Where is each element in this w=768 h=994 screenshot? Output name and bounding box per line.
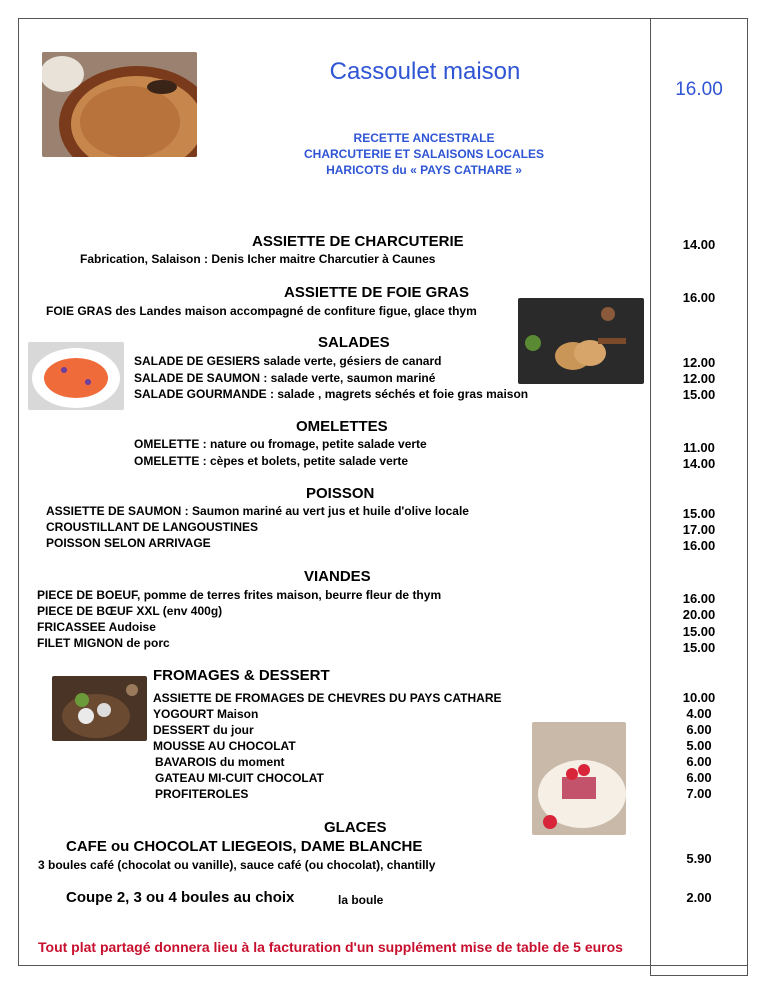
foie-gras-photo (518, 298, 644, 384)
viandes-title: VIANDES (304, 568, 371, 585)
glaces-subtitle: CAFE ou CHOCOLAT LIEGEOIS, DAME BLANCHE (66, 838, 423, 855)
salade-price-2: 12.00 (682, 371, 716, 386)
viande-price-1: 16.00 (682, 591, 716, 606)
charcuterie-desc: Fabrication, Salaison : Denis Icher maitre Charcutier à Caunes (80, 252, 436, 266)
viande-price-3: 15.00 (682, 624, 716, 639)
fromages-title: FROMAGES & DESSERT (153, 667, 330, 684)
coupe-label: Coupe 2, 3 ou 4 boules au choix (66, 889, 295, 906)
poisson-item-3: POISSON SELON ARRIVAGE (46, 536, 211, 550)
fromage-price-4: 5.00 (686, 738, 712, 753)
fromage-price-5: 6.00 (686, 754, 712, 769)
foie-gras-desc: FOIE GRAS des Landes maison accompagné de confiture figue, glace thym (46, 304, 477, 318)
salade-price-1: 12.00 (682, 355, 716, 370)
fromage-item-4: MOUSSE AU CHOCOLAT (153, 739, 296, 753)
dessert-photo (532, 722, 626, 835)
poisson-title: POISSON (306, 485, 375, 502)
viande-item-3: FRICASSEE Audoise (37, 620, 156, 634)
fromage-item-2: YOGOURT Maison (153, 707, 259, 721)
glaces-title: GLACES (324, 819, 387, 836)
dessert-photo-art (532, 722, 626, 835)
cassoulet-photo-art (42, 52, 197, 157)
coupe-unit: la boule (338, 893, 384, 907)
fromage-price-6: 6.00 (686, 770, 712, 785)
poisson-price-2: 17.00 (682, 522, 716, 537)
salade-price-3: 15.00 (682, 387, 716, 402)
salade-item-1: SALADE DE GESIERS salade verte, gésiers de canard (134, 354, 442, 368)
viande-item-1: PIECE DE BOEUF, pomme de terres frites maison, beurre fleur de thym (37, 588, 442, 602)
viande-item-4: FILET MIGNON de porc (37, 636, 170, 650)
omelette-item-2: OMELETTE : cèpes et bolets, petite salade verte (134, 454, 409, 468)
foie-gras-title: ASSIETTE DE FOIE GRAS (284, 284, 470, 301)
viande-price-2: 20.00 (682, 607, 716, 622)
fromage-item-6: GATEAU MI-CUIT CHOCOLAT (155, 771, 324, 785)
charcuterie-price: 14.00 (682, 237, 716, 252)
poisson-item-1: ASSIETTE DE SAUMON : Saumon mariné au vert jus et huile d'olive locale (46, 504, 469, 518)
salades-title: SALADES (318, 334, 390, 351)
fromage-photo (52, 676, 147, 741)
price-column (650, 18, 748, 976)
foie-gras-price: 16.00 (682, 290, 716, 305)
cassoulet-price: 16.00 (675, 79, 723, 100)
omelette-item-1: OMELETTE : nature ou fromage, petite salade verte (134, 437, 427, 451)
salade-photo-art (28, 342, 124, 410)
fromage-item-7: PROFITEROLES (155, 787, 249, 801)
cassoulet-photo (42, 52, 197, 157)
omelette-price-1: 11.00 (683, 440, 715, 455)
omelette-price-2: 14.00 (682, 456, 716, 471)
cassoulet-title: Cassoulet maison (329, 58, 521, 85)
foie-gras-photo-art (518, 298, 644, 384)
cassoulet-line-3: HARICOTS du « PAYS CATHARE » (326, 163, 522, 177)
omelettes-title: OMELETTES (296, 418, 388, 435)
glaces-desc: 3 boules café (chocolat ou vanille), sauce café (ou chocolat), chantilly (38, 858, 436, 872)
glaces-price: 5.90 (686, 851, 712, 866)
fromage-item-1: ASSIETTE DE FROMAGES DE CHEVRES DU PAYS CATHARE (153, 691, 502, 705)
viande-item-2: PIECE DE BŒUF XXL (env 400g) (37, 604, 223, 618)
poisson-item-2: CROUSTILLANT DE LANGOUSTINES (46, 520, 258, 534)
cassoulet-line-2: CHARCUTERIE ET SALAISONS LOCALES (303, 147, 544, 161)
viande-price-4: 15.00 (682, 640, 716, 655)
fromage-item-5: BAVAROIS du moment (155, 755, 285, 769)
coupe-price: 2.00 (686, 890, 712, 905)
fromage-price-3: 6.00 (686, 722, 712, 737)
fromage-item-3: DESSERT du jour (153, 723, 254, 737)
footer-note: Tout plat partagé donnera lieu à la facturation d'un supplément mise de table de 5 euros (38, 939, 623, 955)
charcuterie-title: ASSIETTE DE CHARCUTERIE (252, 233, 464, 250)
fromage-price-1: 10.00 (682, 690, 716, 705)
fromage-photo-art (52, 676, 147, 741)
salade-item-2: SALADE DE SAUMON : salade verte, saumon mariné (134, 371, 436, 385)
poisson-price-1: 15.00 (682, 506, 716, 521)
cassoulet-line-1: RECETTE ANCESTRALE (353, 131, 495, 145)
fromage-price-7: 7.00 (686, 786, 712, 801)
fromage-price-2: 4.00 (686, 706, 712, 721)
salade-photo (28, 342, 124, 410)
salade-item-3: SALADE GOURMANDE : salade , magrets séchés et foie gras maison (134, 387, 529, 401)
poisson-price-3: 16.00 (682, 538, 716, 553)
